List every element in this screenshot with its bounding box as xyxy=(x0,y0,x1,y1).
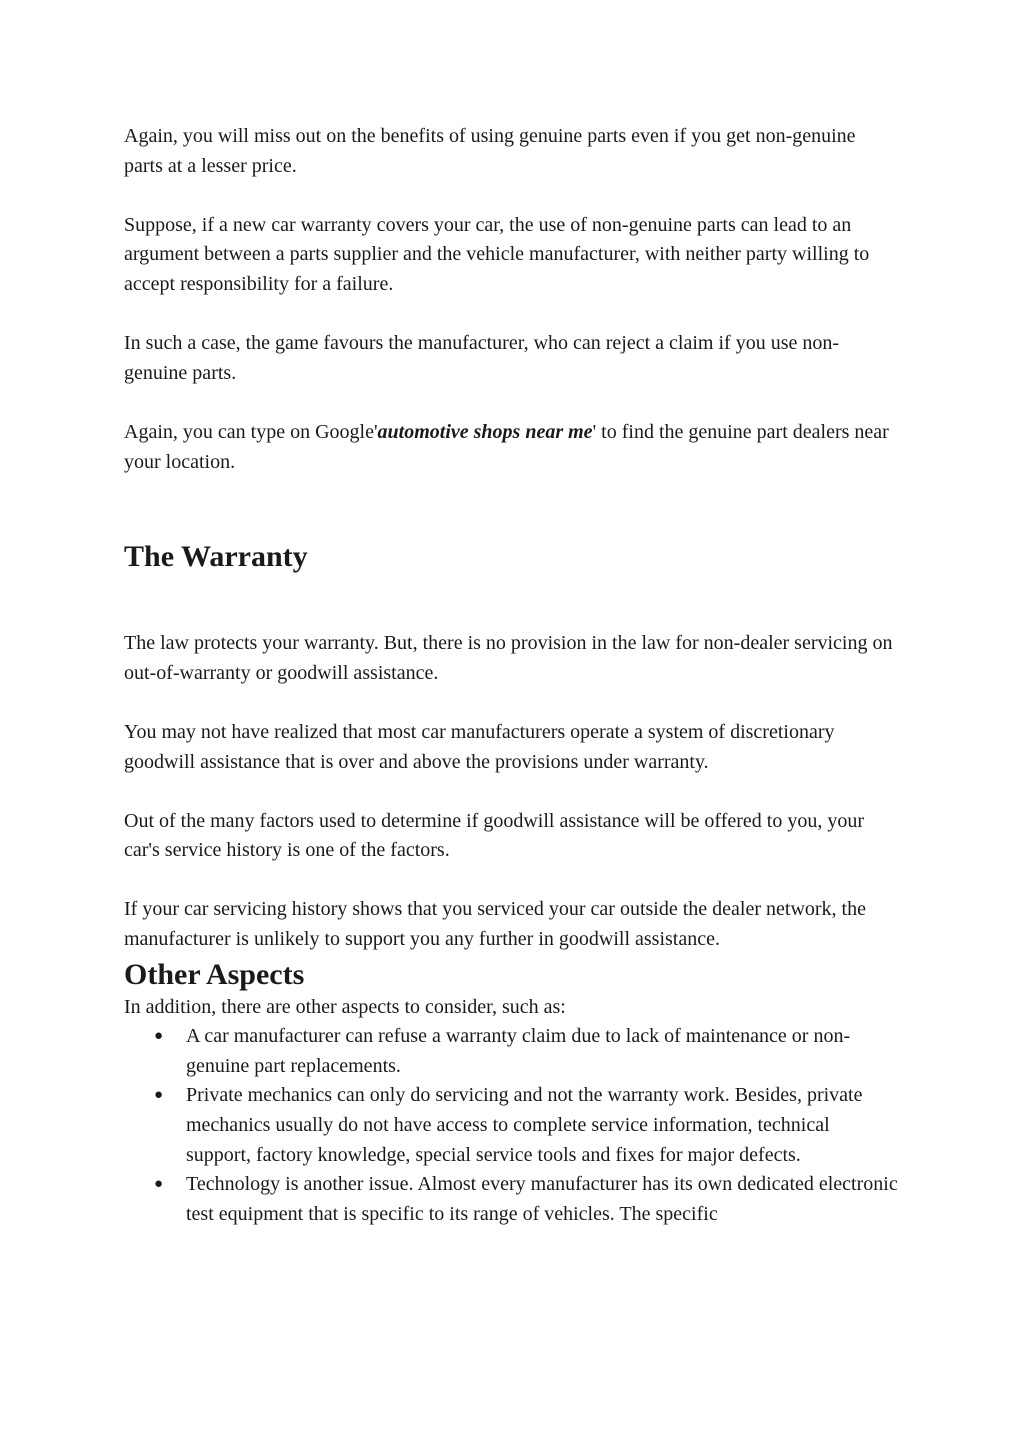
document-page xyxy=(124,122,899,1229)
paragraph-law-protects: The law protects your warranty. But, there is no provision in the law for non-dealer servicing on out-of-warranty or goodwill assistance. xyxy=(124,632,893,684)
paragraph-goodwill-system: You may not have realized that most car manufacturers operate a system of discretionary goodwill assistance that is over and above the provisions under warranty. xyxy=(124,720,835,773)
list-item: ● Private mechanics can only do servicing and not the warranty work. Besides, private mechanics usually do not have access to complete service information, technical support, factory knowledge, special service tools and fixes for major defects. xyxy=(124,1081,899,1170)
paragraph-google-search xyxy=(124,418,899,477)
paragraph-service-history: Out of the many factors used to determine if goodwill assistance will be offered to you, your car's service history is one of the factors. xyxy=(124,809,864,862)
paragraph-genuine-parts-benefits: Again, you will miss out on the benefits of using genuine parts even if you get non-genuine parts at a lesser price. xyxy=(124,125,856,177)
search-phrase: automotive shops near me xyxy=(377,420,593,443)
heading-other-aspects: Other Aspects xyxy=(124,957,305,991)
paragraph-other-intro: In addition, there are other aspects to consider, such as: xyxy=(124,995,566,1018)
other-aspects-list xyxy=(124,1022,899,1229)
paragraph-warranty-argument: Suppose, if a new car warranty covers your car, the use of non-genuine parts can lead to an argument between a parts supplier and the vehicle manufacturer, with neither party willing to accept responsibility for a failure. xyxy=(124,213,870,295)
list-item: ● A car manufacturer can refuse a warranty claim due to lack of maintenance or non-genuine part replacements. xyxy=(124,1022,899,1081)
google-text-after: ' to find the genuine part dealers near your location. xyxy=(124,420,889,473)
paragraph-outside-dealer: If your car servicing history shows that you serviced your car outside the dealer network, the manufacturer is unlikely to support you any further in goodwill assistance. xyxy=(124,898,866,951)
heading-the-warranty: The Warranty xyxy=(124,540,308,574)
paragraph-manufacturer-favour: In such a case, the game favours the manufacturer, who can reject a claim if you use non-genuine parts. xyxy=(124,332,840,384)
google-text-before: Again, you can type on Google' xyxy=(124,420,378,443)
list-item: ● Technology is another issue. Almost every manufacturer has its own dedicated electronic test equipment that is specific to its range of vehicles. The specific xyxy=(124,1170,899,1229)
